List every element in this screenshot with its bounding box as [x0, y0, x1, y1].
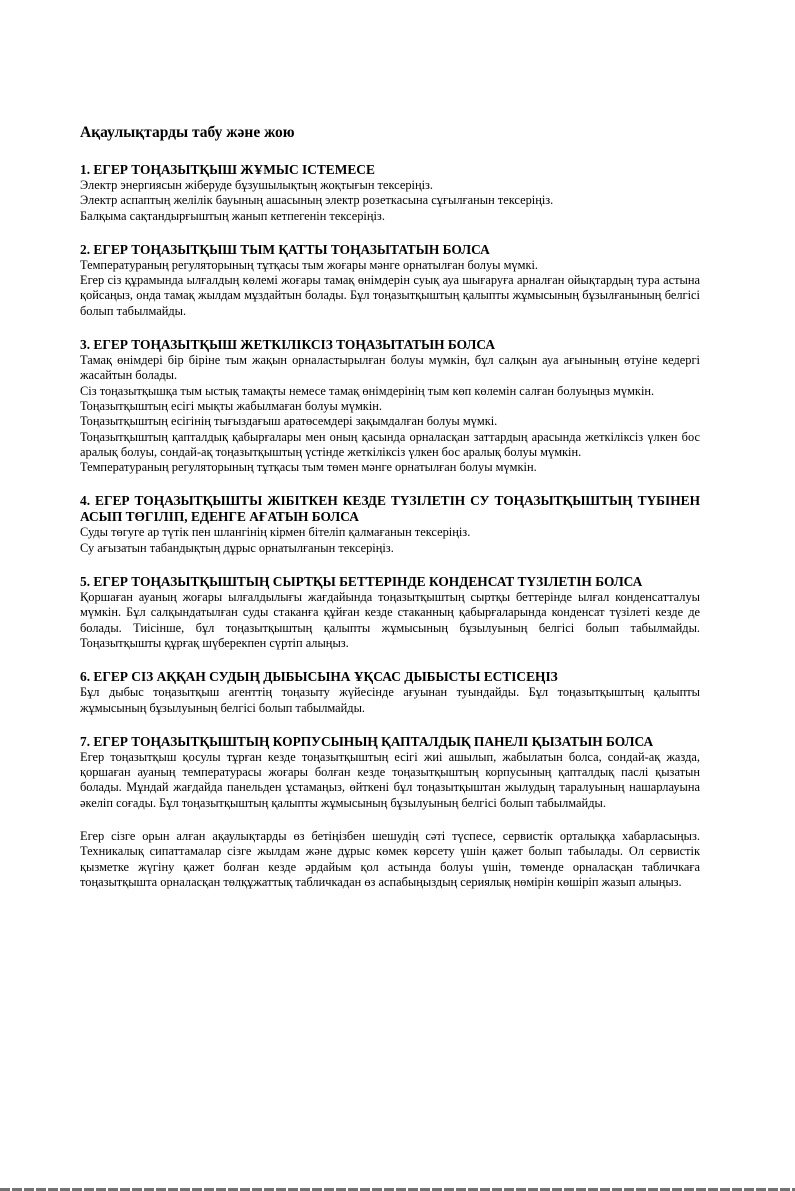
page-title: Ақаулықтарды табу және жою [80, 124, 295, 141]
section-heading: 7. ЕГЕР ТОҢАЗЫТҚЫШТЫҢ КОРПУСЫНЫҢ ҚАПТАЛДЫҚ ПАНЕЛІ ҚЫЗАТЫН БОЛСА [80, 733, 654, 749]
paragraph: Егер тоңазытқыш қосулы тұрған кезде тоңазытқыштың есігі жиі ашылып, жабылатын болса, сондай-ақ жазда, қоршаған ауаның температурасы жоғары болған кезде тоңазытқыштың корпусының қапталдық паслі қызатын болады. Мұндай жағдайда панельден ұстамаңыз, өйткені бұл тоңазытқыштан жылудың таралуының нашарлауына әкеліп соғады. Бұл тоңазытқыштың қалыпты жұмысының бұзылуының белгісі болып табылмайды. [80, 749, 700, 810]
section-heading: 1. ЕГЕР ТОҢАЗЫТҚЫШ ЖҰМЫС ІСТЕМЕСЕ [80, 162, 375, 177]
section-heading: 4. ЕГЕР ТОҢАЗЫТҚЫШТЫ ЖІБІТКЕН КЕЗДЕ ТҮЗІЛЕТІН СУ ТОҢАЗЫТҚЫШТЫҢ ТҮБІНЕН АСЫП ТӨГІЛІП, ЕДЕНГЕ АҒАТЫН БОЛСА [80, 493, 700, 525]
paragraph: Бұл дыбыс тоңазытқыш агенттің тоңазыту жүйесінде ағуынан туындайды. Бұл тоңазытқыштың қалыпты жұмысының бұзылуының белгісі болып табылмайды. [80, 685, 700, 715]
section-heading: 2. ЕГЕР ТОҢАЗЫТҚЫШ ТЫМ ҚАТТЫ ТОҢАЗЫТАТЫН БОЛСА [80, 241, 490, 257]
paragraph: Су ағызатын табандықтың дұрыс орнатылғанын тексеріңіз. [80, 540, 394, 555]
paragraph: Электр энергиясын жіберуде бұзушылықтың жоқтығын тексеріңіз. [80, 178, 434, 192]
paragraph: Тоңазытқыштың есігінің тығыздағыш аратөсемдері зақымдалған болуы мүмкі. [80, 414, 498, 429]
paragraph: Балқыма сақтандырғыштың жанып кетпегенін тексеріңіз. [80, 208, 385, 223]
section-4 [80, 493, 700, 556]
section-7 [80, 734, 700, 811]
section-heading: 3. ЕГЕР ТОҢАЗЫТҚЫШ ЖЕТКІЛІКСІЗ ТОҢАЗЫТАТЫН БОЛСА [80, 337, 496, 353]
paragraph: Егер сіз құрамында ылғалдың көлемі жоғары тамақ өнімдерін суық ауа шығаруға арналған ойықтардың тура астына қойсаңыз, онда тамақ жылдам мұздайтын болады. Бұл тоңазытқыштың қалыпты жұмысының бұзылғанының белгісі болып табылмайды. [80, 273, 700, 318]
section-heading: 5. ЕГЕР ТОҢАЗЫТҚЫШТЫҢ СЫРТҚЫ БЕТТЕРІНДЕ КОНДЕНСАТ ТҮЗІЛЕТІН БОЛСА [80, 574, 643, 590]
section-5 [80, 574, 700, 651]
paragraph: Сіз тоңазытқышқа тым ыстық тамақты немесе тамақ өнімдерінің тым көп көлемін салған болуыңыз мүмкін. [80, 383, 655, 398]
paragraph: Тоңазытқыштың есігі мықты жабылмаған болуы мүмкін. [80, 398, 382, 413]
paragraph: Суды төгуге ар түтік пен шлангінің кірмен бітеліп қалмағанын тексеріңіз. [80, 525, 471, 540]
document-page [80, 124, 700, 890]
paragraph: Тоңазытқыштың қапталдық қабырғалары мен оның қасында орналасқан заттардың арасында жеткіліксіз үлкен бос аралық болуы, сондай-ақ тоңазытқыштың үстінде жеткіліксіз үлкен бос аралық болуы мүмкін. [80, 429, 700, 459]
section-6 [80, 669, 700, 716]
section-heading: 6. ЕГЕР СІЗ АҚҚАН СУДЫҢ ДЫБЫСЫНА ҰҚСАС ДЫБЫСТЫ ЕСТІСЕҢІЗ [80, 669, 558, 685]
paragraph: Температураның регуляторының тұтқасы тым төмен мәнге орнатылған болуы мүмкін. [80, 460, 537, 475]
paragraph: Температураның регуляторының тұтқасы тым жоғары мәнге орнатылған болуы мүмкі. [80, 257, 539, 272]
paragraph: Электр аспаптың желілік бауының ашасының электр розеткасына сұғылғанын тексеріңіз. [80, 193, 554, 208]
section-3 [80, 337, 700, 475]
paragraph: Тамақ өнімдері бір біріне тым жақын орналастырылған болуы мүмкін, бұл салқын ауа ағынының өтуіне кедергі жасайтын болады. [80, 353, 700, 383]
section-1 [80, 162, 700, 224]
paragraph: Қоршаған ауаның жоғары ылғалдылығы жағдайында тоңазытқыштың сыртқы беттерінде ылғал конденсатталуы мүмкін. Бұл салқындатылған суды стаканға құйған кезде стаканның қабырғаларында конденсат түзілеті кезде де болады. Тиісінше, бұл тоңазытқыштың қалыпты жұмысының бұзылуының белгісі болып табылмайды. Тоңазытқышты құрғақ шүберекпен сүртіп алыңыз. [80, 590, 700, 650]
section-2 [80, 242, 700, 319]
closing-paragraph: Егер сізге орын алған ақаулықтарды өз бетіңізбен шешудің сәті түспесе, сервистік орталыққа хабарласыңыз. Техникалық сипаттамалар сізге жылдам және дұрыс көмек көрсету үшін қажет болып табылады. Ол сервистік қызметке жүгіну қажет болған кезде әрдайым қол астында болуы үшін, төменде орналасқан табличкаға тоңазытқышта орналасқан төлқұжаттық табличкадан өз аспабыңыздың сериялық нөмірін көшіріп жазып алыңыз. [80, 829, 700, 889]
